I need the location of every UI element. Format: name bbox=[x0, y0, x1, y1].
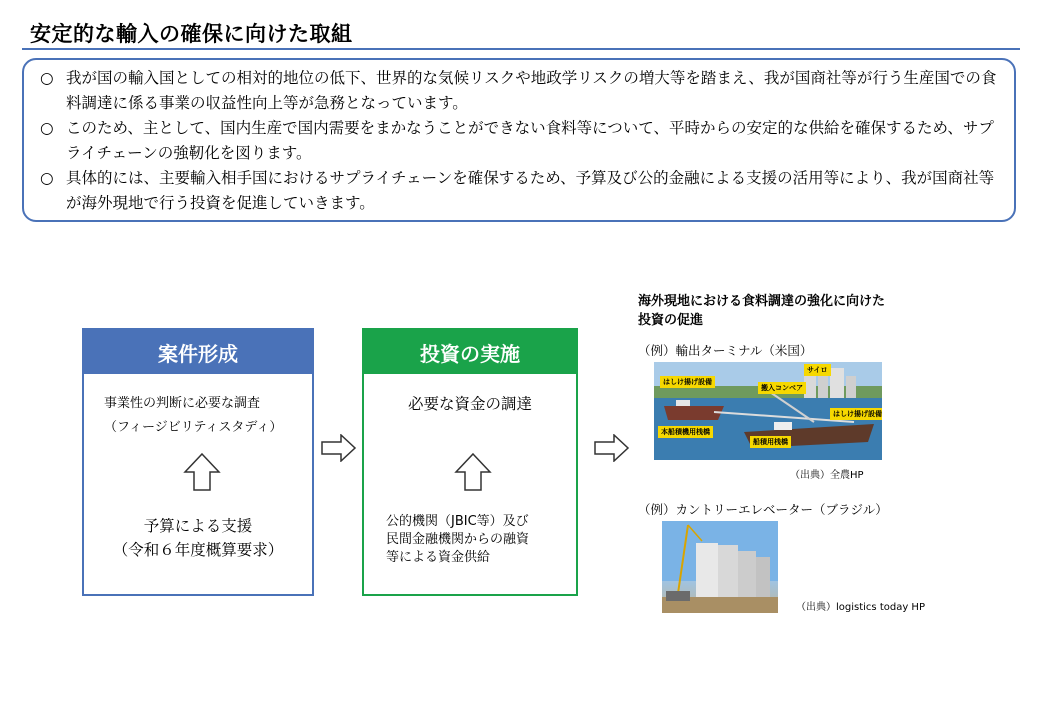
example2-source: （出典）logistics today HP bbox=[796, 602, 925, 613]
example1-source: （出典）全農HP bbox=[790, 470, 864, 481]
photo-tag: はしけ揚げ設備 bbox=[830, 408, 882, 420]
step1-line3: 予算による支援 bbox=[143, 517, 253, 535]
up-arrow-icon bbox=[183, 452, 221, 492]
step-box-investment bbox=[362, 328, 578, 596]
photo-tag: はしけ揚げ設備 bbox=[660, 376, 715, 388]
intro-text-1: 我が国の輸入国としての相対的地位の低下、世界的な気候リスクや地政学リスクの増大等を踏まえ、我が国商社等が行う生産国での食料調達に係る事業の収益性向上等が急務となっています。 bbox=[66, 69, 997, 112]
right-section-title bbox=[638, 292, 885, 330]
intro-item bbox=[40, 116, 1000, 166]
country-elevator-photo bbox=[662, 521, 778, 613]
step-heading-project-formation: 案件形成 bbox=[84, 330, 312, 374]
intro-item bbox=[40, 66, 1000, 116]
elevator-illustration bbox=[662, 521, 778, 613]
bullet-circle: ○ bbox=[40, 119, 54, 137]
right-arrow-icon bbox=[321, 434, 357, 462]
step2-line1: 必要な資金の調達 bbox=[407, 395, 532, 413]
intro-text-3: 具体的には、主要輸入相手国におけるサプライチェーンを確保するため、予算及び公的金融による支援の活用等により、我が国商社等が海外現地で行う投資を促進していきます。 bbox=[66, 169, 995, 212]
export-terminal-photo bbox=[654, 362, 882, 460]
right-title-line1: 海外現地における食料調達の強化に向けた bbox=[638, 294, 886, 309]
step-box-project-formation bbox=[82, 328, 314, 596]
step2-line4: 等による資金供給 bbox=[386, 550, 491, 565]
step1-line2: （フィージビリティスタディ） bbox=[104, 420, 283, 435]
step2-line3: 民間金融機関からの融資 bbox=[386, 532, 530, 547]
step1-line4: （令和６年度概算要求） bbox=[112, 541, 284, 559]
step1-line1: 事業性の判断に必要な調査 bbox=[104, 396, 261, 411]
photo-tag: 搬入コンベア bbox=[758, 382, 806, 394]
step2-line2: 公的機関（JBIC等）及び bbox=[386, 514, 529, 529]
page-title: 安定的な輸入の確保に向けた取組 bbox=[30, 22, 353, 46]
up-arrow-icon bbox=[454, 452, 492, 492]
title-underline bbox=[22, 48, 1020, 50]
right-arrow-icon bbox=[594, 434, 630, 462]
photo-tag: 本船積機用桟橋 bbox=[658, 426, 713, 438]
intro-item bbox=[40, 166, 1000, 216]
right-title-line2: 投資の促進 bbox=[638, 313, 704, 328]
bullet-circle: ○ bbox=[40, 169, 54, 187]
photo-tag: 船積用桟橋 bbox=[750, 436, 791, 448]
photo-tag: サイロ bbox=[804, 364, 831, 376]
example2-caption: （例）カントリーエレベーター（ブラジル） bbox=[638, 502, 888, 517]
step-heading-investment: 投資の実施 bbox=[364, 330, 576, 374]
intro-text-2: このため、主として、国内生産で国内需要をまかなうことができない食料等について、平時からの安定的な供給を確保するため、サプライチェーンの強靭化を図ります。 bbox=[66, 119, 994, 162]
bullet-circle: ○ bbox=[40, 69, 54, 87]
example1-caption: （例）輸出ターミナル（米国） bbox=[638, 343, 813, 358]
intro-box bbox=[22, 58, 1016, 222]
